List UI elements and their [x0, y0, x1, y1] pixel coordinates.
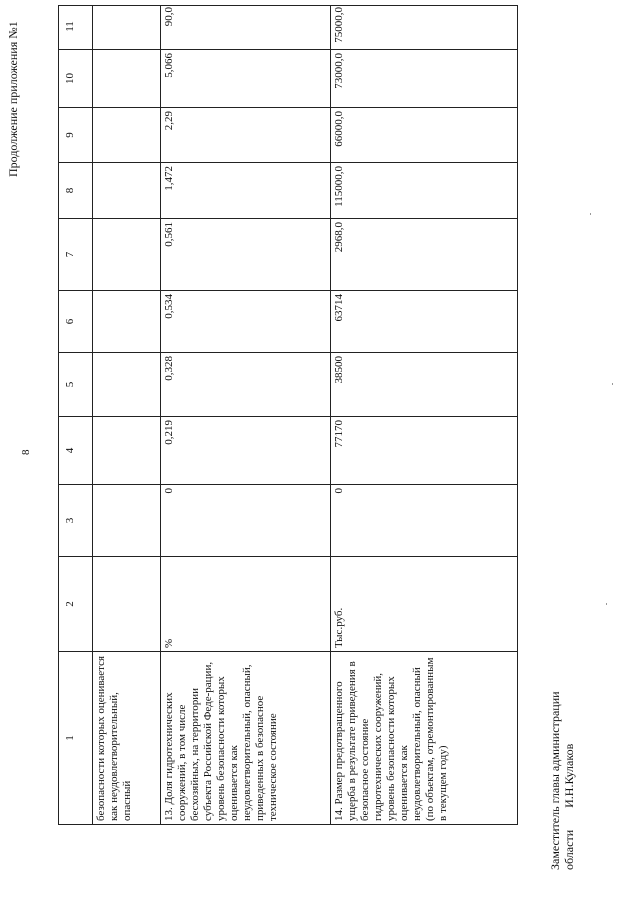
value-cell: 2968,0: [331, 218, 517, 290]
header-cell-9: 9: [59, 107, 92, 162]
table-row: [331, 6, 517, 824]
indicator-cell: безопасности которых оценивается как неудовлетворительный, опасный: [93, 651, 160, 824]
header-cell-3: 3: [59, 484, 92, 556]
value-cell: [93, 4, 160, 49]
table-header-row: [59, 6, 93, 824]
signature-block: [548, 691, 576, 870]
value-cell: 75000,0: [333, 7, 345, 43]
scan-speck: [590, 213, 591, 215]
table-row: [161, 6, 331, 824]
signatory-title-cont: области: [562, 829, 576, 870]
value-cell: [93, 162, 160, 218]
value-cell: [93, 218, 160, 290]
value-cell: 0,534: [161, 290, 330, 352]
signatory-title: Заместитель главы администрации: [548, 691, 562, 870]
header-cell-8: 8: [59, 162, 92, 218]
value-cell: [93, 107, 160, 162]
header-cell-5: 5: [59, 352, 92, 416]
value-cell: 0,328: [161, 352, 330, 416]
unit-cell: [93, 556, 160, 651]
header-cell-4: 4: [59, 416, 92, 484]
value-cell: 77170: [331, 416, 517, 484]
unit-cell: Тыс.руб.: [331, 556, 517, 651]
header-cell-10: 10: [59, 49, 92, 107]
value-cell: 0,219: [161, 416, 330, 484]
page-number: 8: [20, 449, 32, 455]
value-cell: 1,472: [161, 162, 330, 218]
value-cell: [93, 352, 160, 416]
unit-cell: %: [161, 556, 330, 651]
value-cell: [93, 49, 160, 107]
scan-speck: [612, 383, 613, 385]
header-cell-2: 2: [59, 556, 92, 651]
value-cell: [93, 290, 160, 352]
header-cell-11: 11: [64, 21, 76, 32]
value-cell: 90,0: [163, 7, 175, 27]
indicator-cell: 14. Размер предотвращенного ущерба в результате приведения в безопасное состояние гидротехнических сооружений, уровень безопасности которых оценивается как неудовлетворительный, опасный (по объектам, отремонтированным в текущем году): [331, 651, 517, 824]
value-cell: 2,29: [161, 107, 330, 162]
value-cell: 73000,0: [331, 49, 517, 107]
header-cell-6: 6: [59, 290, 92, 352]
value-cell: 38500: [331, 352, 517, 416]
indicator-cell: 13. Доля гидротехнических сооружений, в том числе бесхозяйных, на территории субъекта Российской Феде-рации, уровень безопасности которых оценивается как неудовлетворительный, опасный, приведенных в безопасное техническое состояние: [161, 651, 330, 824]
value-cell: 66000,0: [331, 107, 517, 162]
value-cell: 0,561: [161, 218, 330, 290]
table-row: [93, 6, 161, 824]
data-table: [58, 5, 518, 825]
value-cell: 5,066: [161, 49, 330, 107]
value-cell: 0: [161, 484, 330, 556]
scan-speck: [606, 603, 607, 605]
value-cell: 0: [331, 484, 517, 556]
value-cell: [93, 484, 160, 556]
value-cell: 63714: [331, 290, 517, 352]
signatory-name: И.Н.Кулаков: [562, 743, 576, 808]
value-cell: 115000,0: [331, 162, 517, 218]
value-cell: [93, 416, 160, 484]
continuation-label: Продолжение приложения №1: [6, 21, 20, 177]
header-cell-7: 7: [59, 218, 92, 290]
header-cell-1: 1: [59, 651, 92, 824]
